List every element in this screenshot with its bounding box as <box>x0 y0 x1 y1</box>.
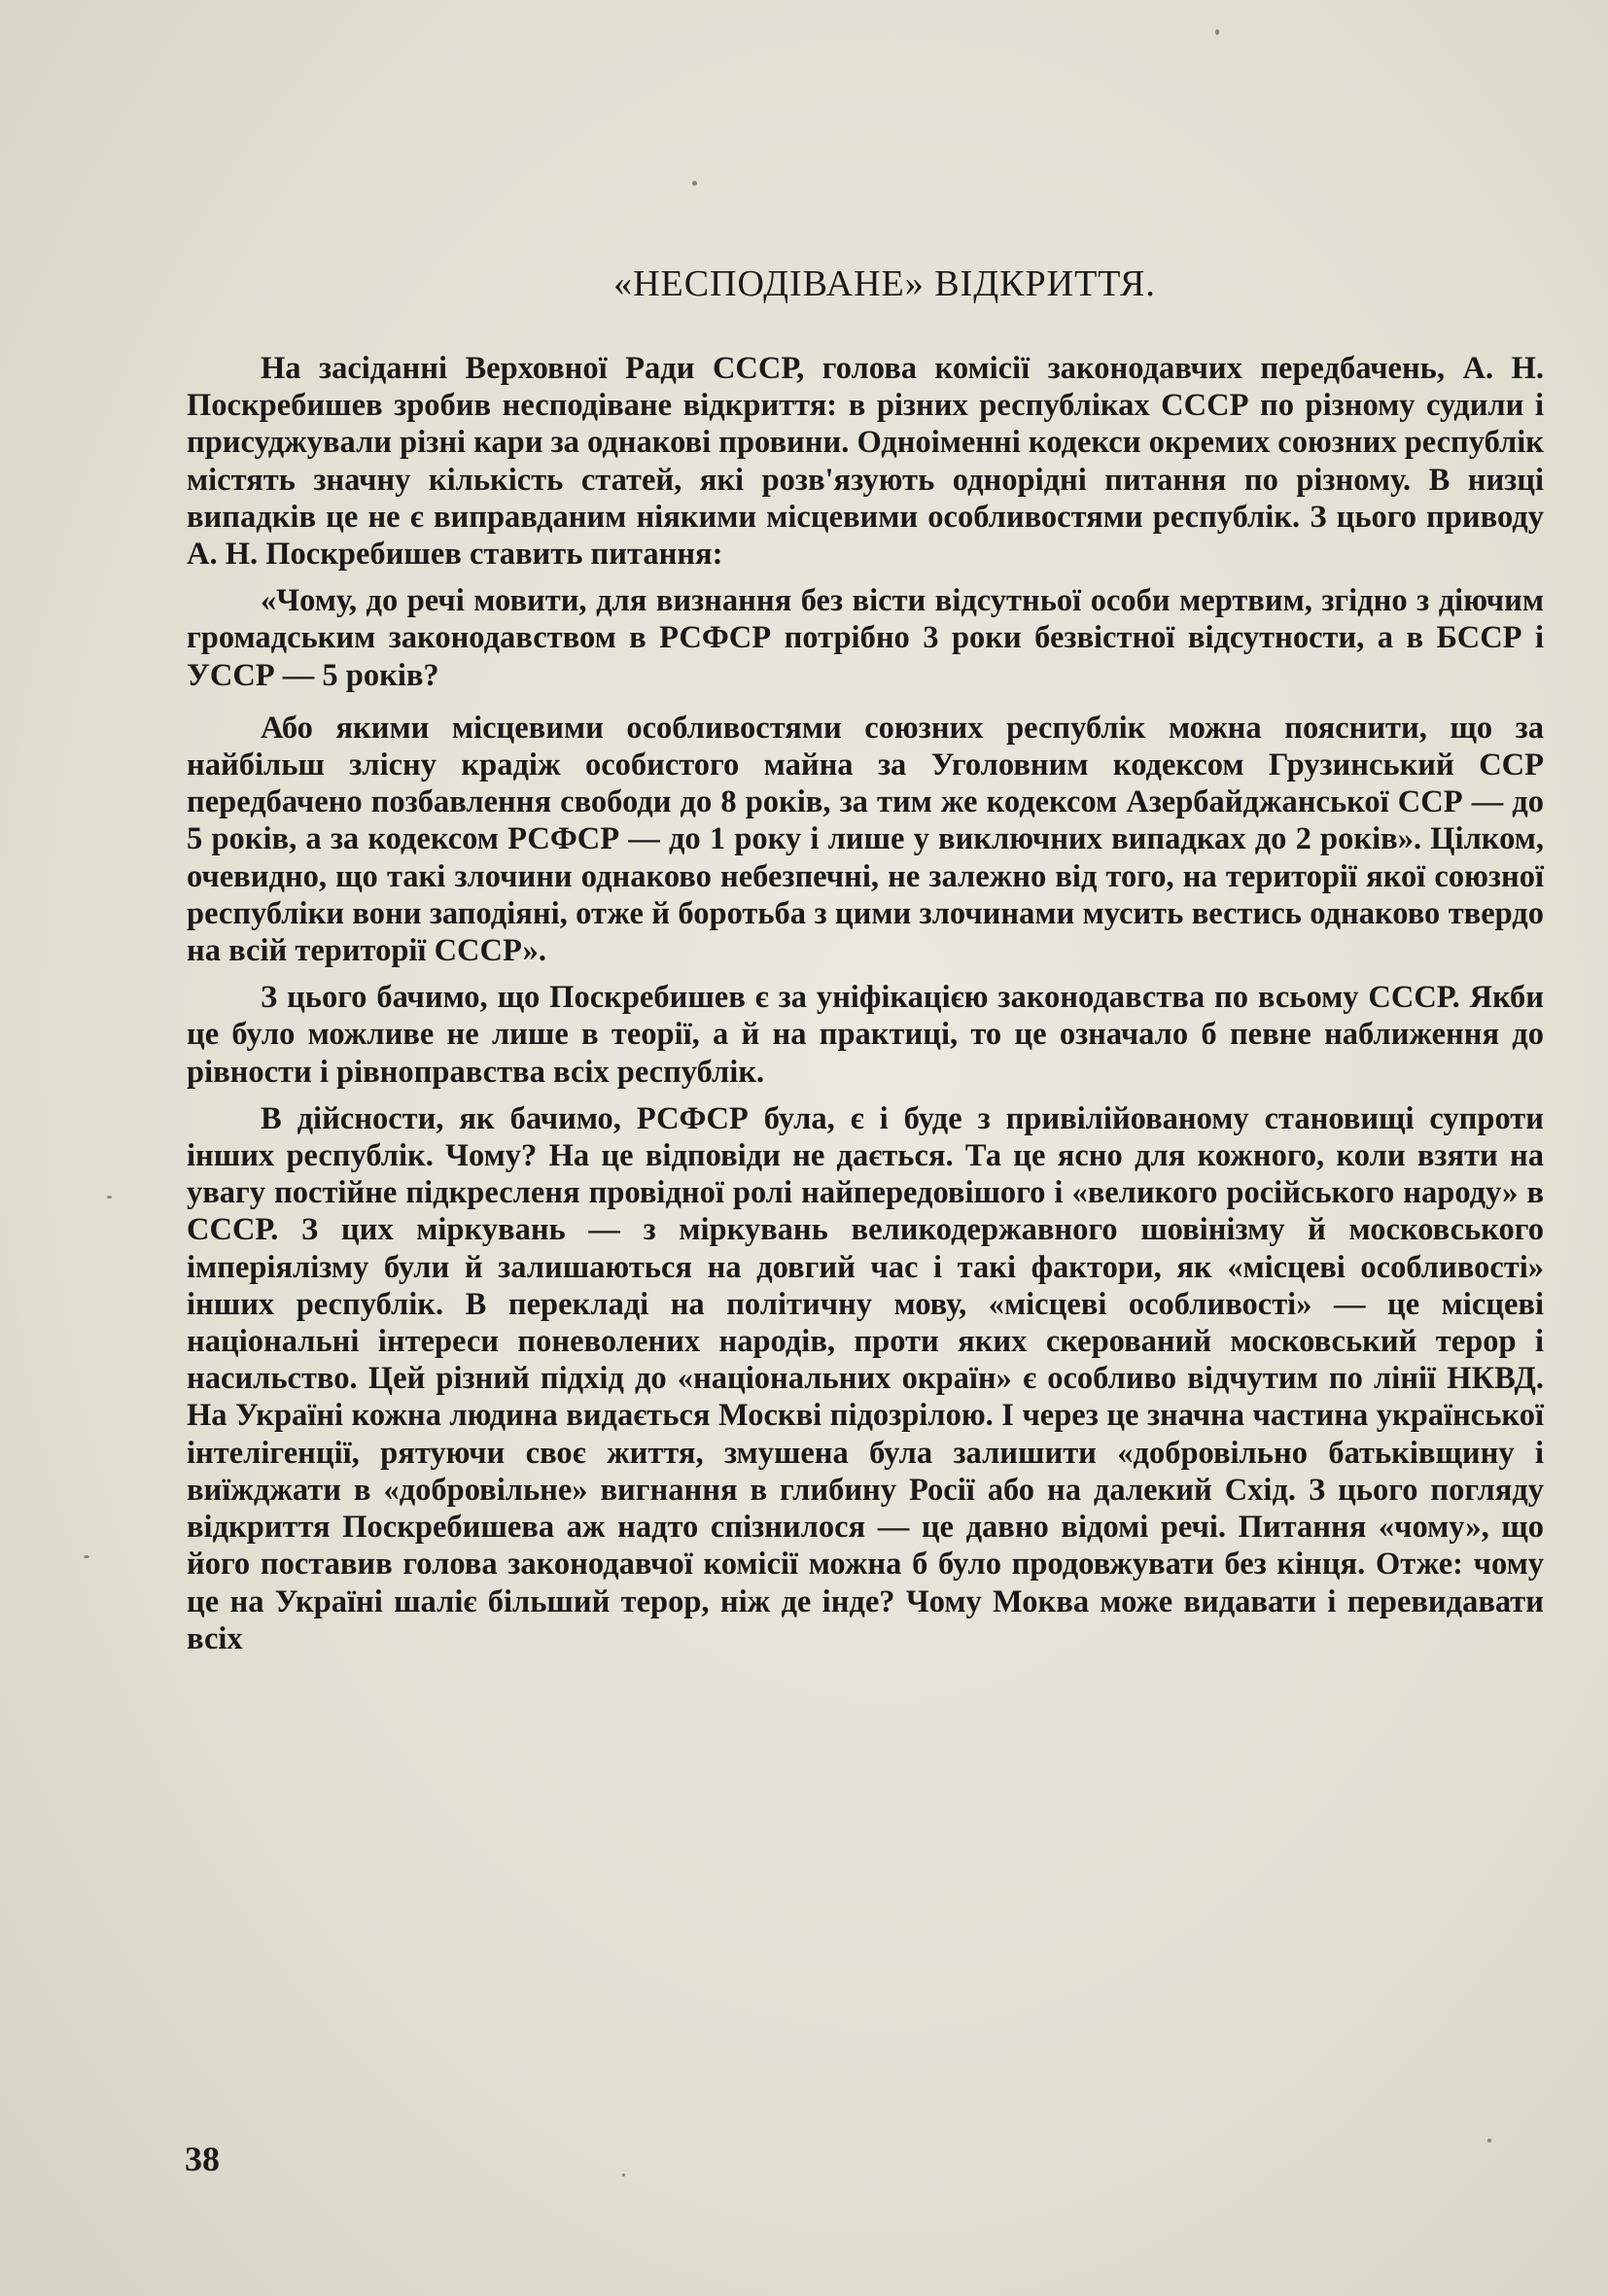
page-number: 38 <box>185 2139 220 2178</box>
paper-speck <box>1487 2139 1491 2142</box>
paper-speck <box>692 181 697 186</box>
article <box>187 262 1544 1667</box>
paper-speck <box>622 2174 625 2176</box>
paragraph: В дійсности, як бачимо, РСФСР була, є і буде з привілійованому становищі супроти інших республік. Чому? На це відповіди не дається. Та це ясно для кожного, коли взяти на увагу постійне підкресленя провідної ролі найпередовішого і «великого російського народу» в СССР. З цих міркувань — з міркувань великодержавного шовінізму й московського імперіялізму були й залишаються на довгий час і такі фактори, як «місцеві особливості» інших республік. В перекладі на політичну мову, «місцеві особливості» — це місцеві національні інтереси поневолених народів, проти яких скерований московський терор і насильство. Цей різний підхід до «національних окраїн» є особливо відчутим по лінії НКВД. На Україні кожна людина видається Москві підозрілою. І через це значна частина української інтелігенції, рятуючи своє життя, змушена була залишити «добровільно батьківщину і виїжджати в «добровільне» вигнання в глибину Росії або на далекий Схід. З цього погляду відкриття Поскребишева аж надто спізнилося — це давно відомі речі. Питання «чому», що його поставив голова законодавчої комісії можна б було продовжувати без кінця. Отже: чому це на Україні шаліє більший терор, ніж де інде? Чому Моква може видавати і перевидавати всіх <box>187 1100 1544 1656</box>
paragraph: Або якими місцевими особливостями союзних республік можна пояснити, що за найбільш злісну крадіж особистого майна за Уголовним кодексом Грузинський ССР передбачено позбавлення свободи до 8 років, за тим же кодексом Азербайджанської ССР — до 5 років, а за кодексом РСФСР — до 1 року і лише у виключних випадках до 2 років». Цілком, очевидно, що такі злочини однаково небезпечні, не залежно від того, на території якої союзної республіки вони заподіяні, отже й боротьба з цими злочинами мусить вестись однаково твердо на всій території СССР». <box>187 710 1544 969</box>
paragraph: На засіданні Верховної Ради СССР, голова комісії законодавчих передбачень, А. Н. Поскребишев зробив несподіване відкриття: в різних республіках СССР по різному судили і присуджували різні кари за однакові провини. Одноіменні кодекси окремих союзних республік містять значну кількість статей, які розв'язують однорідні питання по різному. В низці випадків це не є виправданим ніякими місцевими особливостями республік. З цього приводу А. Н. Поскребишев ставить питання: <box>187 351 1544 573</box>
quote-paragraph: «Чому, до речі мовити, для визнання без вісти відсутньої особи мертвим, згідно з діючим громадським законодавством в РСФСР потрібно 3 роки безвістної відсутности, а в БССР і УССР — 5 років? <box>187 583 1544 693</box>
paper-speck <box>84 1555 89 1558</box>
paragraph: З цього бачимо, що Поскребишев є за уніфікацією законодавства по всьому СССР. Якби це було можливе не лише в теорії, а й на практиці, то це означало б певне наближення до рівности і рівноправства всіх республік. <box>187 980 1544 1090</box>
paper-speck <box>1215 29 1219 35</box>
paper-speck <box>107 1196 112 1199</box>
article-title: «НЕСПОДІВАНЕ» ВІДКРИТТЯ. <box>613 263 1156 304</box>
